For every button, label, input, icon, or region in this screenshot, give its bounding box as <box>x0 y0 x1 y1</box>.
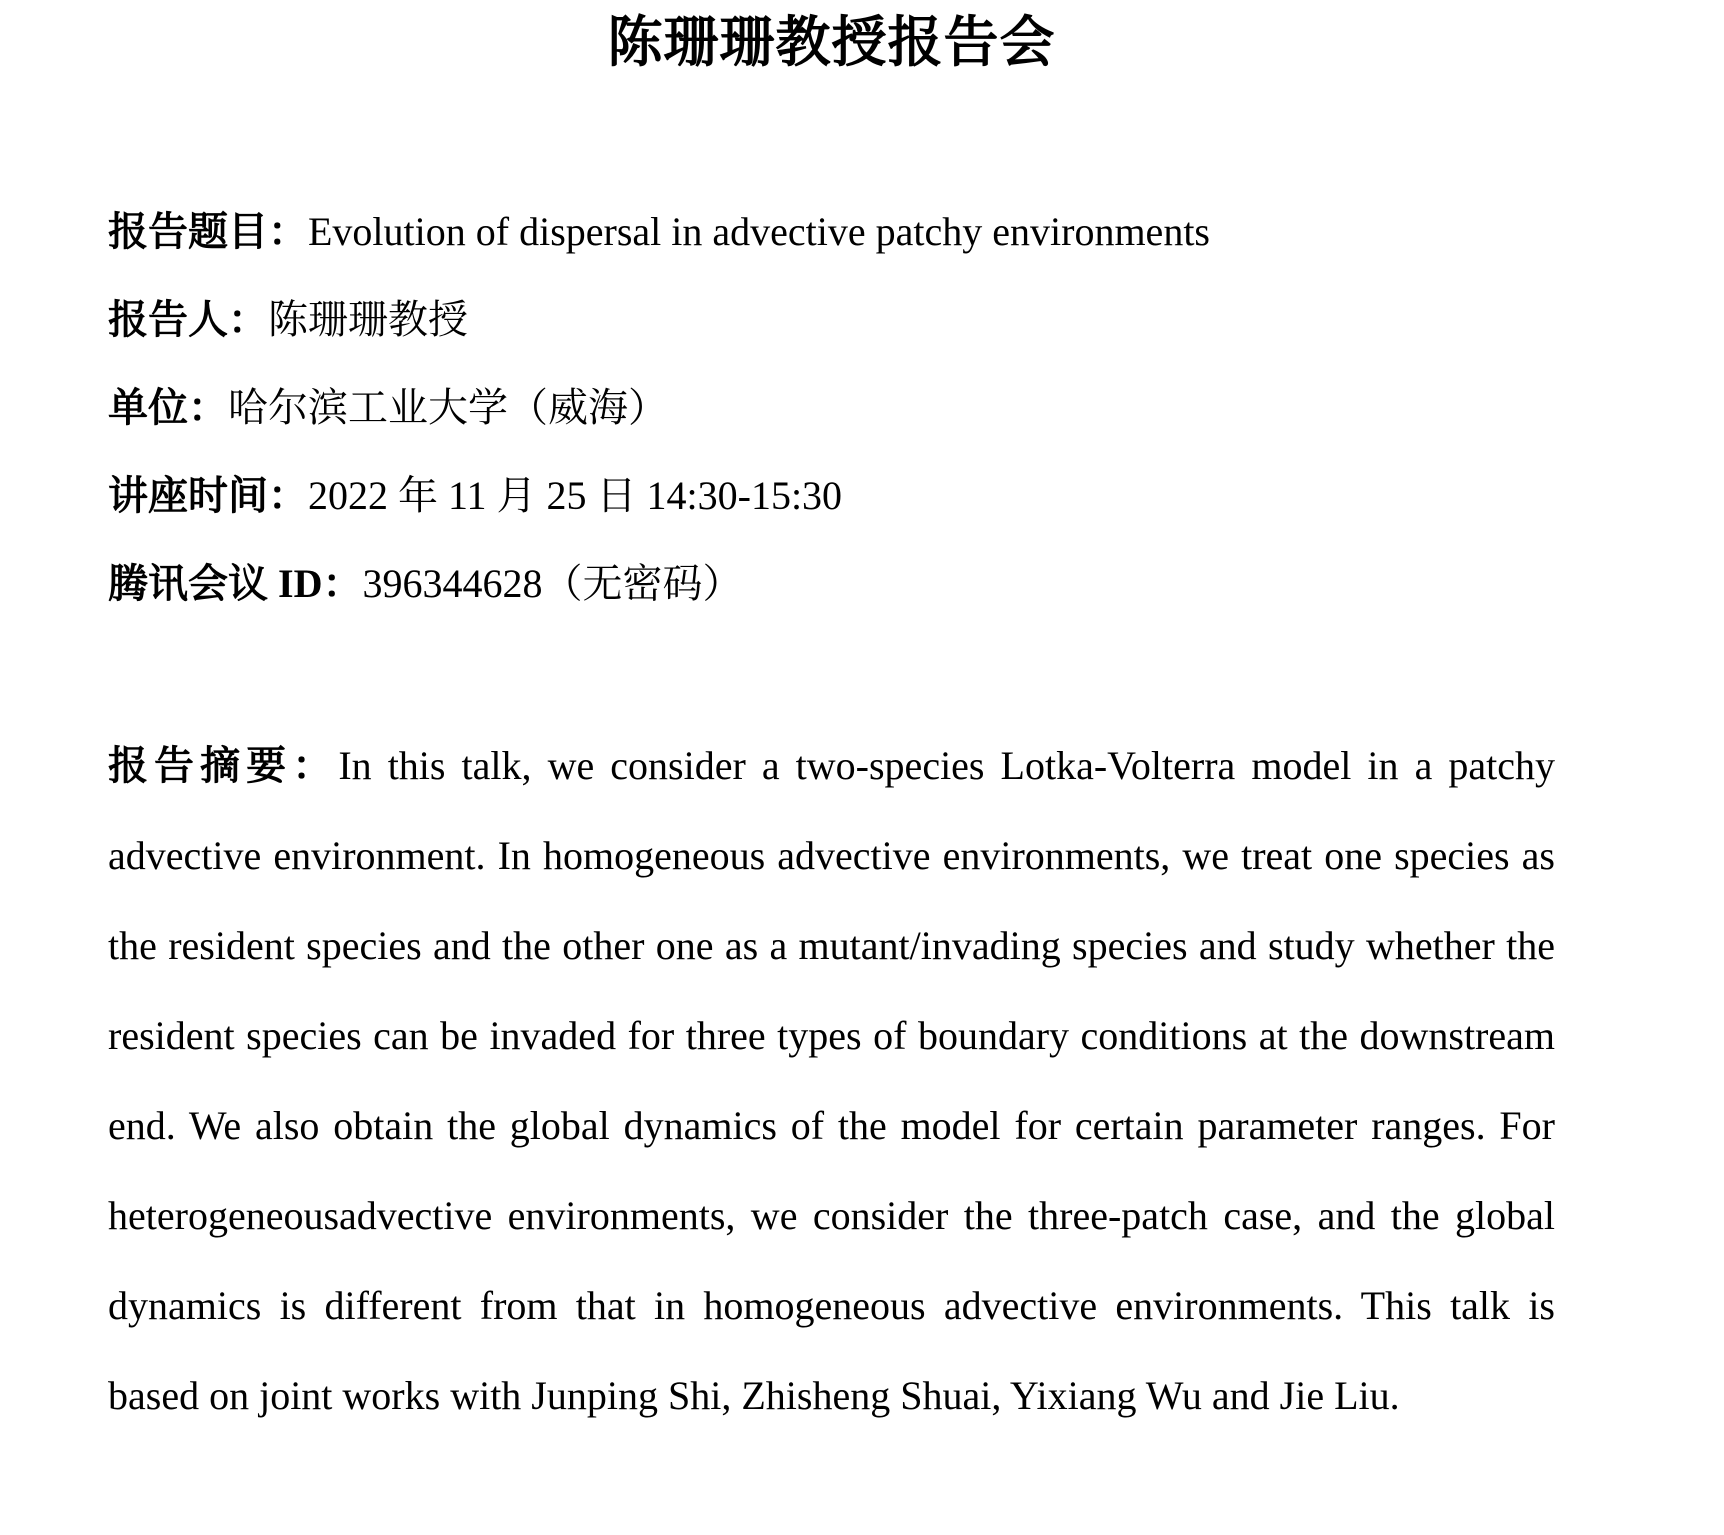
info-label-meeting-id: 腾讯会议 ID： <box>108 561 363 606</box>
info-value-time: 2022 年 11 月 25 日 14:30-15:30 <box>308 473 843 518</box>
abstract-label: 报告摘要： <box>108 743 339 788</box>
info-row-time <box>108 452 1555 540</box>
info-section <box>108 188 1555 628</box>
info-label-time: 讲座时间： <box>108 473 308 518</box>
info-label-speaker: 报告人： <box>108 297 268 342</box>
info-row-affiliation <box>108 364 1555 452</box>
document-title: 陈珊珊教授报告会 <box>607 11 1056 73</box>
info-value-affiliation: 哈尔滨工业大学（威海） <box>228 385 668 430</box>
info-row-topic <box>108 188 1555 276</box>
abstract-text: In this talk, we consider a two-species Lotka-Volterra model in a patchy advective environment. In homogeneous advective environments, we treat one species as the resident species and the other one as a mutant/invading species and study whether the resident species can be invaded for three types of boundary conditions at the downstream end. We also obtain the global dynamics of the model for certain parameter ranges. For heterogeneousadvective environments, we consider the three-patch case, and the global dynamics is different from that in homogeneous advective environments. This talk is based on joint works with Junping Shi, Zhisheng Shuai, Yixiang Wu and Jie Liu. <box>108 743 1555 1418</box>
info-label-topic: 报告题目： <box>108 209 308 254</box>
info-value-topic: Evolution of dispersal in advective patchy environments <box>308 209 1210 254</box>
info-row-speaker <box>108 276 1555 364</box>
info-row-meeting-id <box>108 540 1555 628</box>
info-label-affiliation: 单位： <box>108 385 228 430</box>
info-value-speaker: 陈珊珊教授 <box>268 297 468 342</box>
info-value-meeting-id: 396344628（无密码） <box>362 561 743 606</box>
abstract-paragraph <box>108 721 1555 1441</box>
